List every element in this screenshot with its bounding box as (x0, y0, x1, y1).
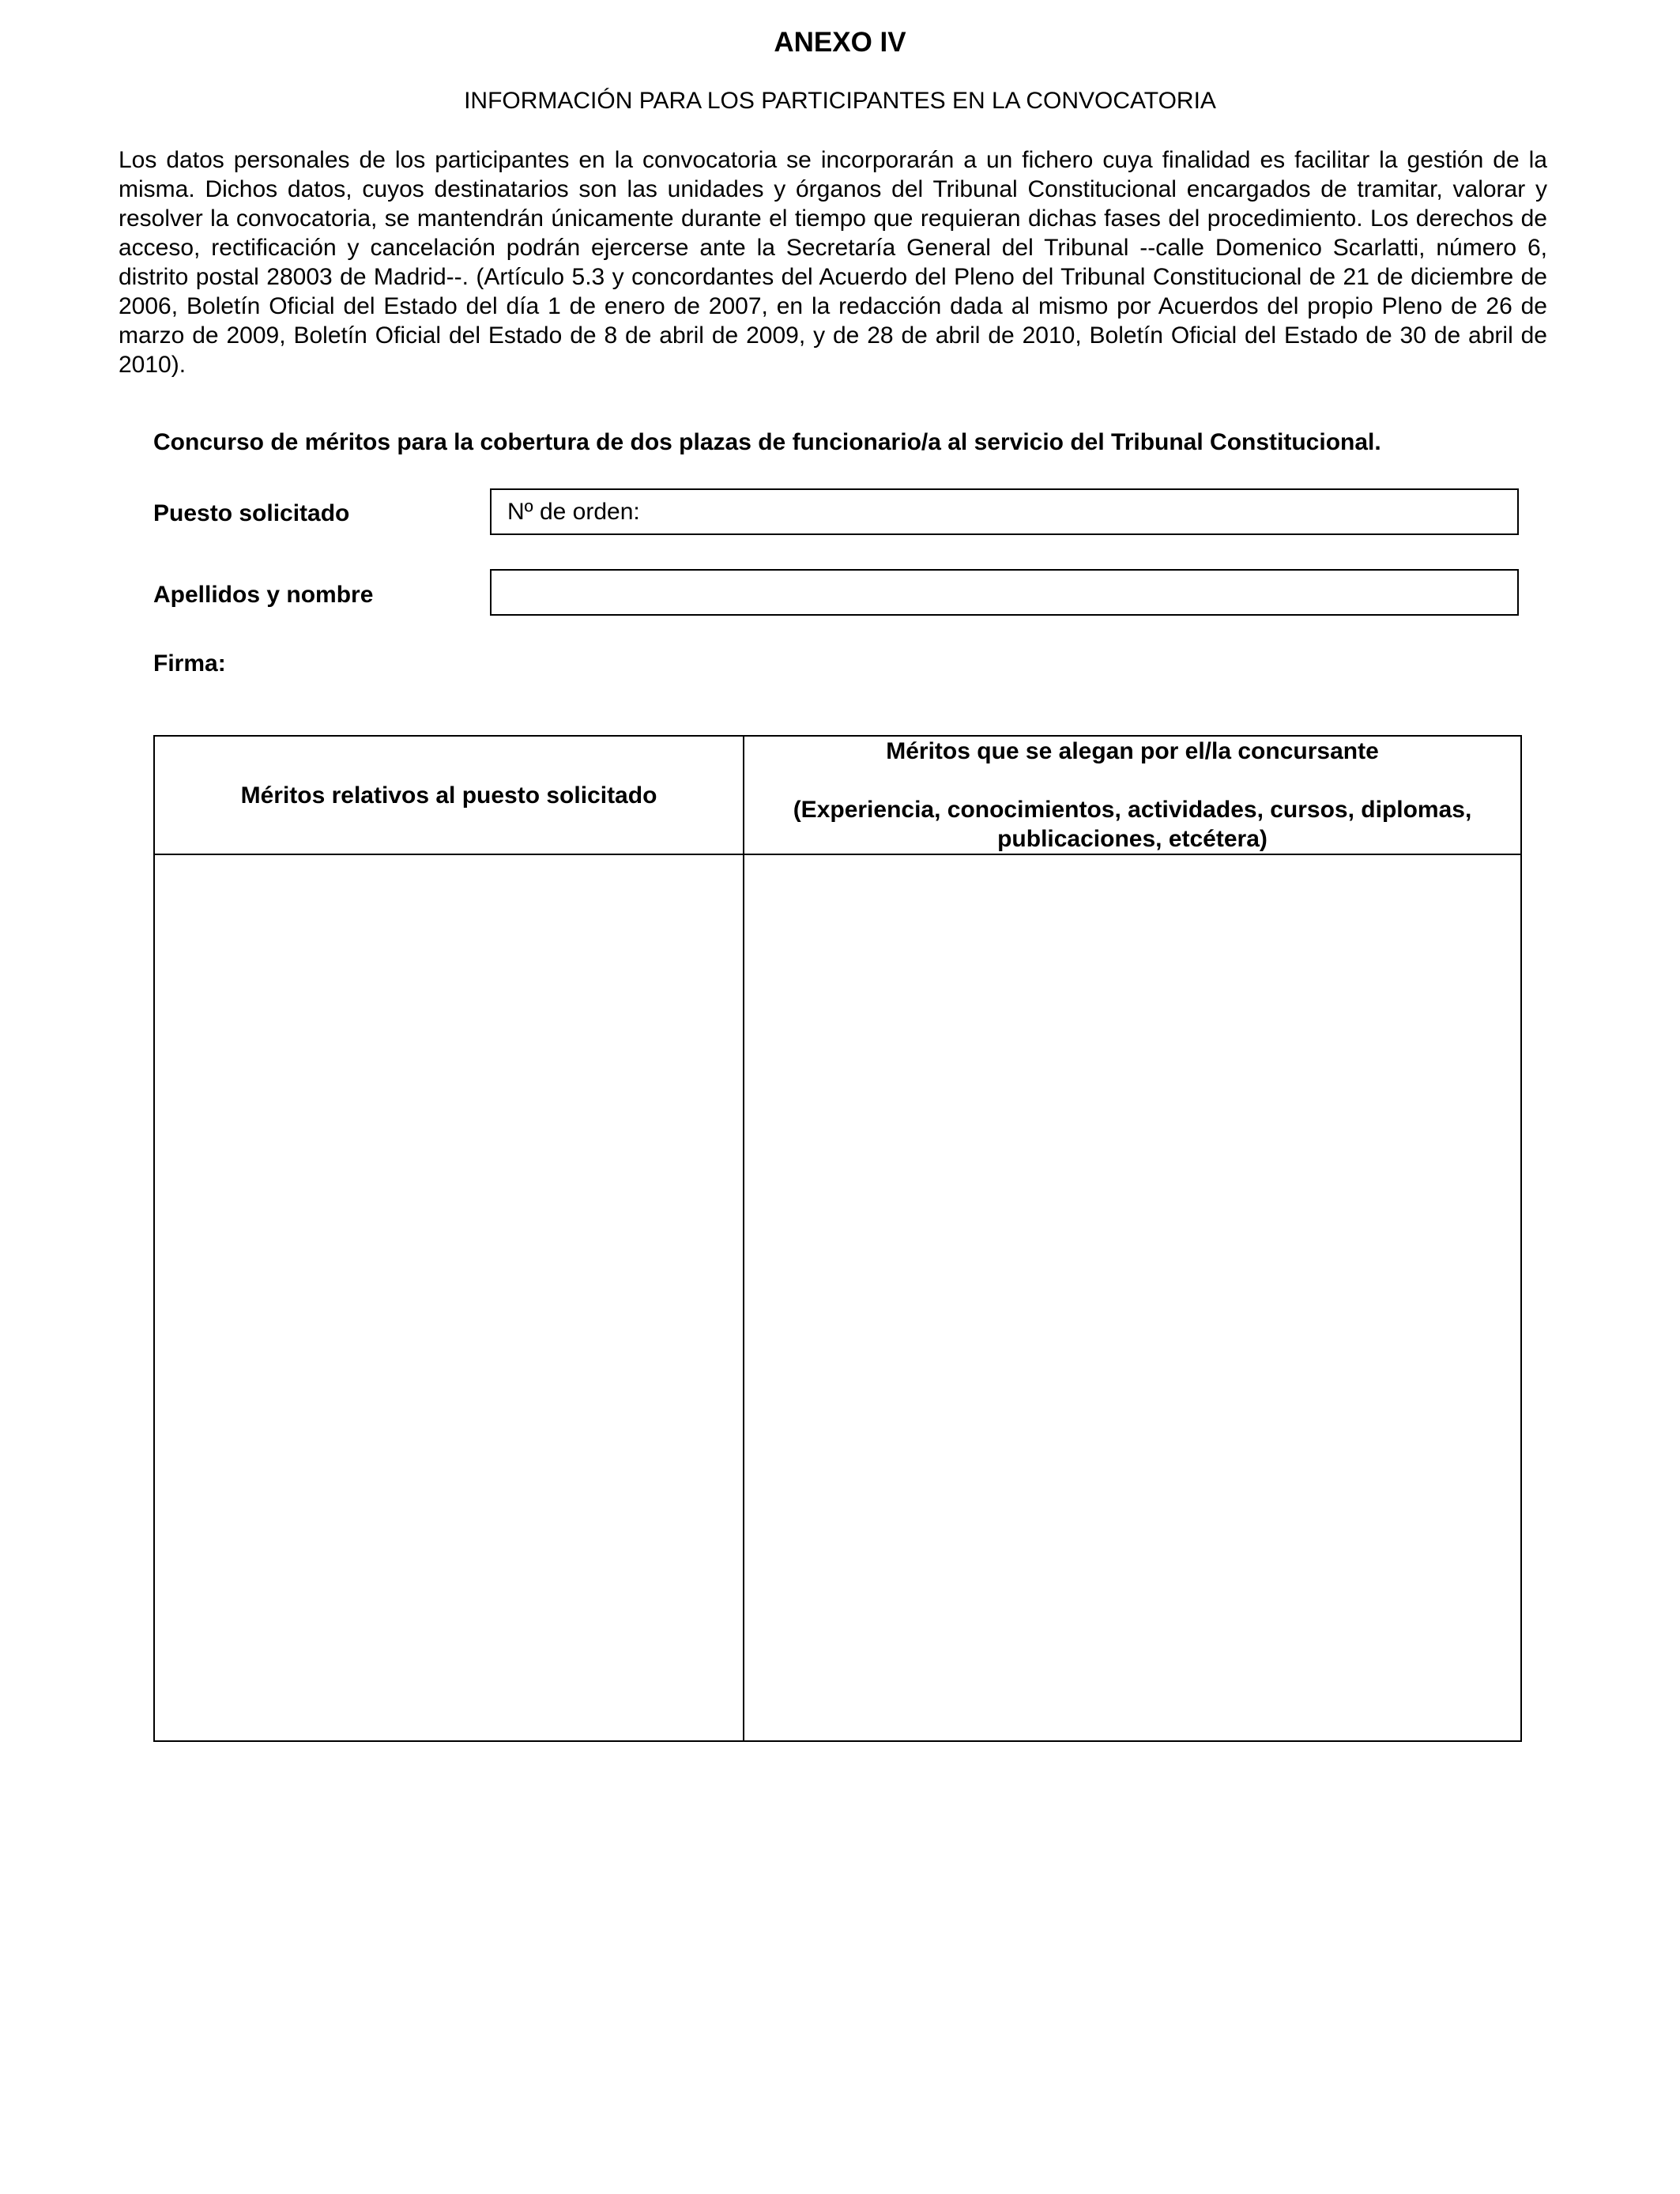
annex-title: ANEXO IV (774, 27, 906, 58)
name-input[interactable] (490, 569, 1519, 616)
claimed-merits-cell (744, 854, 1521, 1741)
position-merits-header (154, 736, 744, 854)
claimed-merits-header (744, 736, 1521, 854)
contest-title: Concurso de méritos para la cobertura de dos plazas de funcionario/a al servicio del Tribunal Constitucional. (153, 429, 1381, 455)
position-merits-header-text: Méritos relativos al puesto solicitado (240, 782, 657, 809)
name-label: Apellidos y nombre (153, 582, 374, 608)
merits-table-body-row (154, 854, 1521, 1741)
data-protection-notice: Los datos personales de los participantes en la convocatoria se incorporarán a un fichero cuya finalidad es facilitar la gestión de la misma. Dichos datos, cuyos destinatarios son las unidades y órganos del Tribunal Constitucional encargados de tramitar, valorar y resolver la convocatoria, se mantendrán únicamente durante el tiempo que requieran dichas fases del procedimiento. Los derechos de acceso, rectificación y cancelación podrán ejercerse ante la Secretaría General del Tribunal --calle Domenico Scarlatti, número 6, distrito postal 28003 de Madrid--. (Artículo 5.3 y concordantes del Acuerdo del Pleno del Tribunal Constitucional de 21 de diciembre de 2006, Boletín Oficial del Estado del día 1 de enero de 2007, en la redacción dada al mismo por Acuerdos del propio Pleno de 26 de marzo de 2009, Boletín Oficial del Estado de 8 de abril de 2009, y de 28 de abril de 2010, Boletín Oficial del Estado de 30 de abril de 2010). (119, 147, 1547, 378)
position-order-input[interactable] (490, 488, 1519, 535)
header-spacer (744, 766, 1520, 795)
merits-table-header-row (154, 736, 1521, 854)
claimed-merits-textarea[interactable] (744, 855, 1520, 1736)
claimed-merits-header-title: Méritos que se alegan por el/la concursante (886, 738, 1379, 764)
merits-table (153, 735, 1522, 1742)
position-label: Puesto solicitado (153, 500, 350, 526)
position-merits-textarea[interactable] (155, 855, 743, 1736)
annex-subtitle: INFORMACIÓN PARA LOS PARTICIPANTES EN LA CONVOCATORIA (464, 88, 1216, 114)
signature-label: Firma: (153, 650, 226, 677)
claimed-merits-header-detail: (Experiencia, conocimientos, actividades, cursos, diplomas, publicaciones, etcétera) (793, 797, 1472, 852)
position-merits-cell (154, 854, 744, 1741)
